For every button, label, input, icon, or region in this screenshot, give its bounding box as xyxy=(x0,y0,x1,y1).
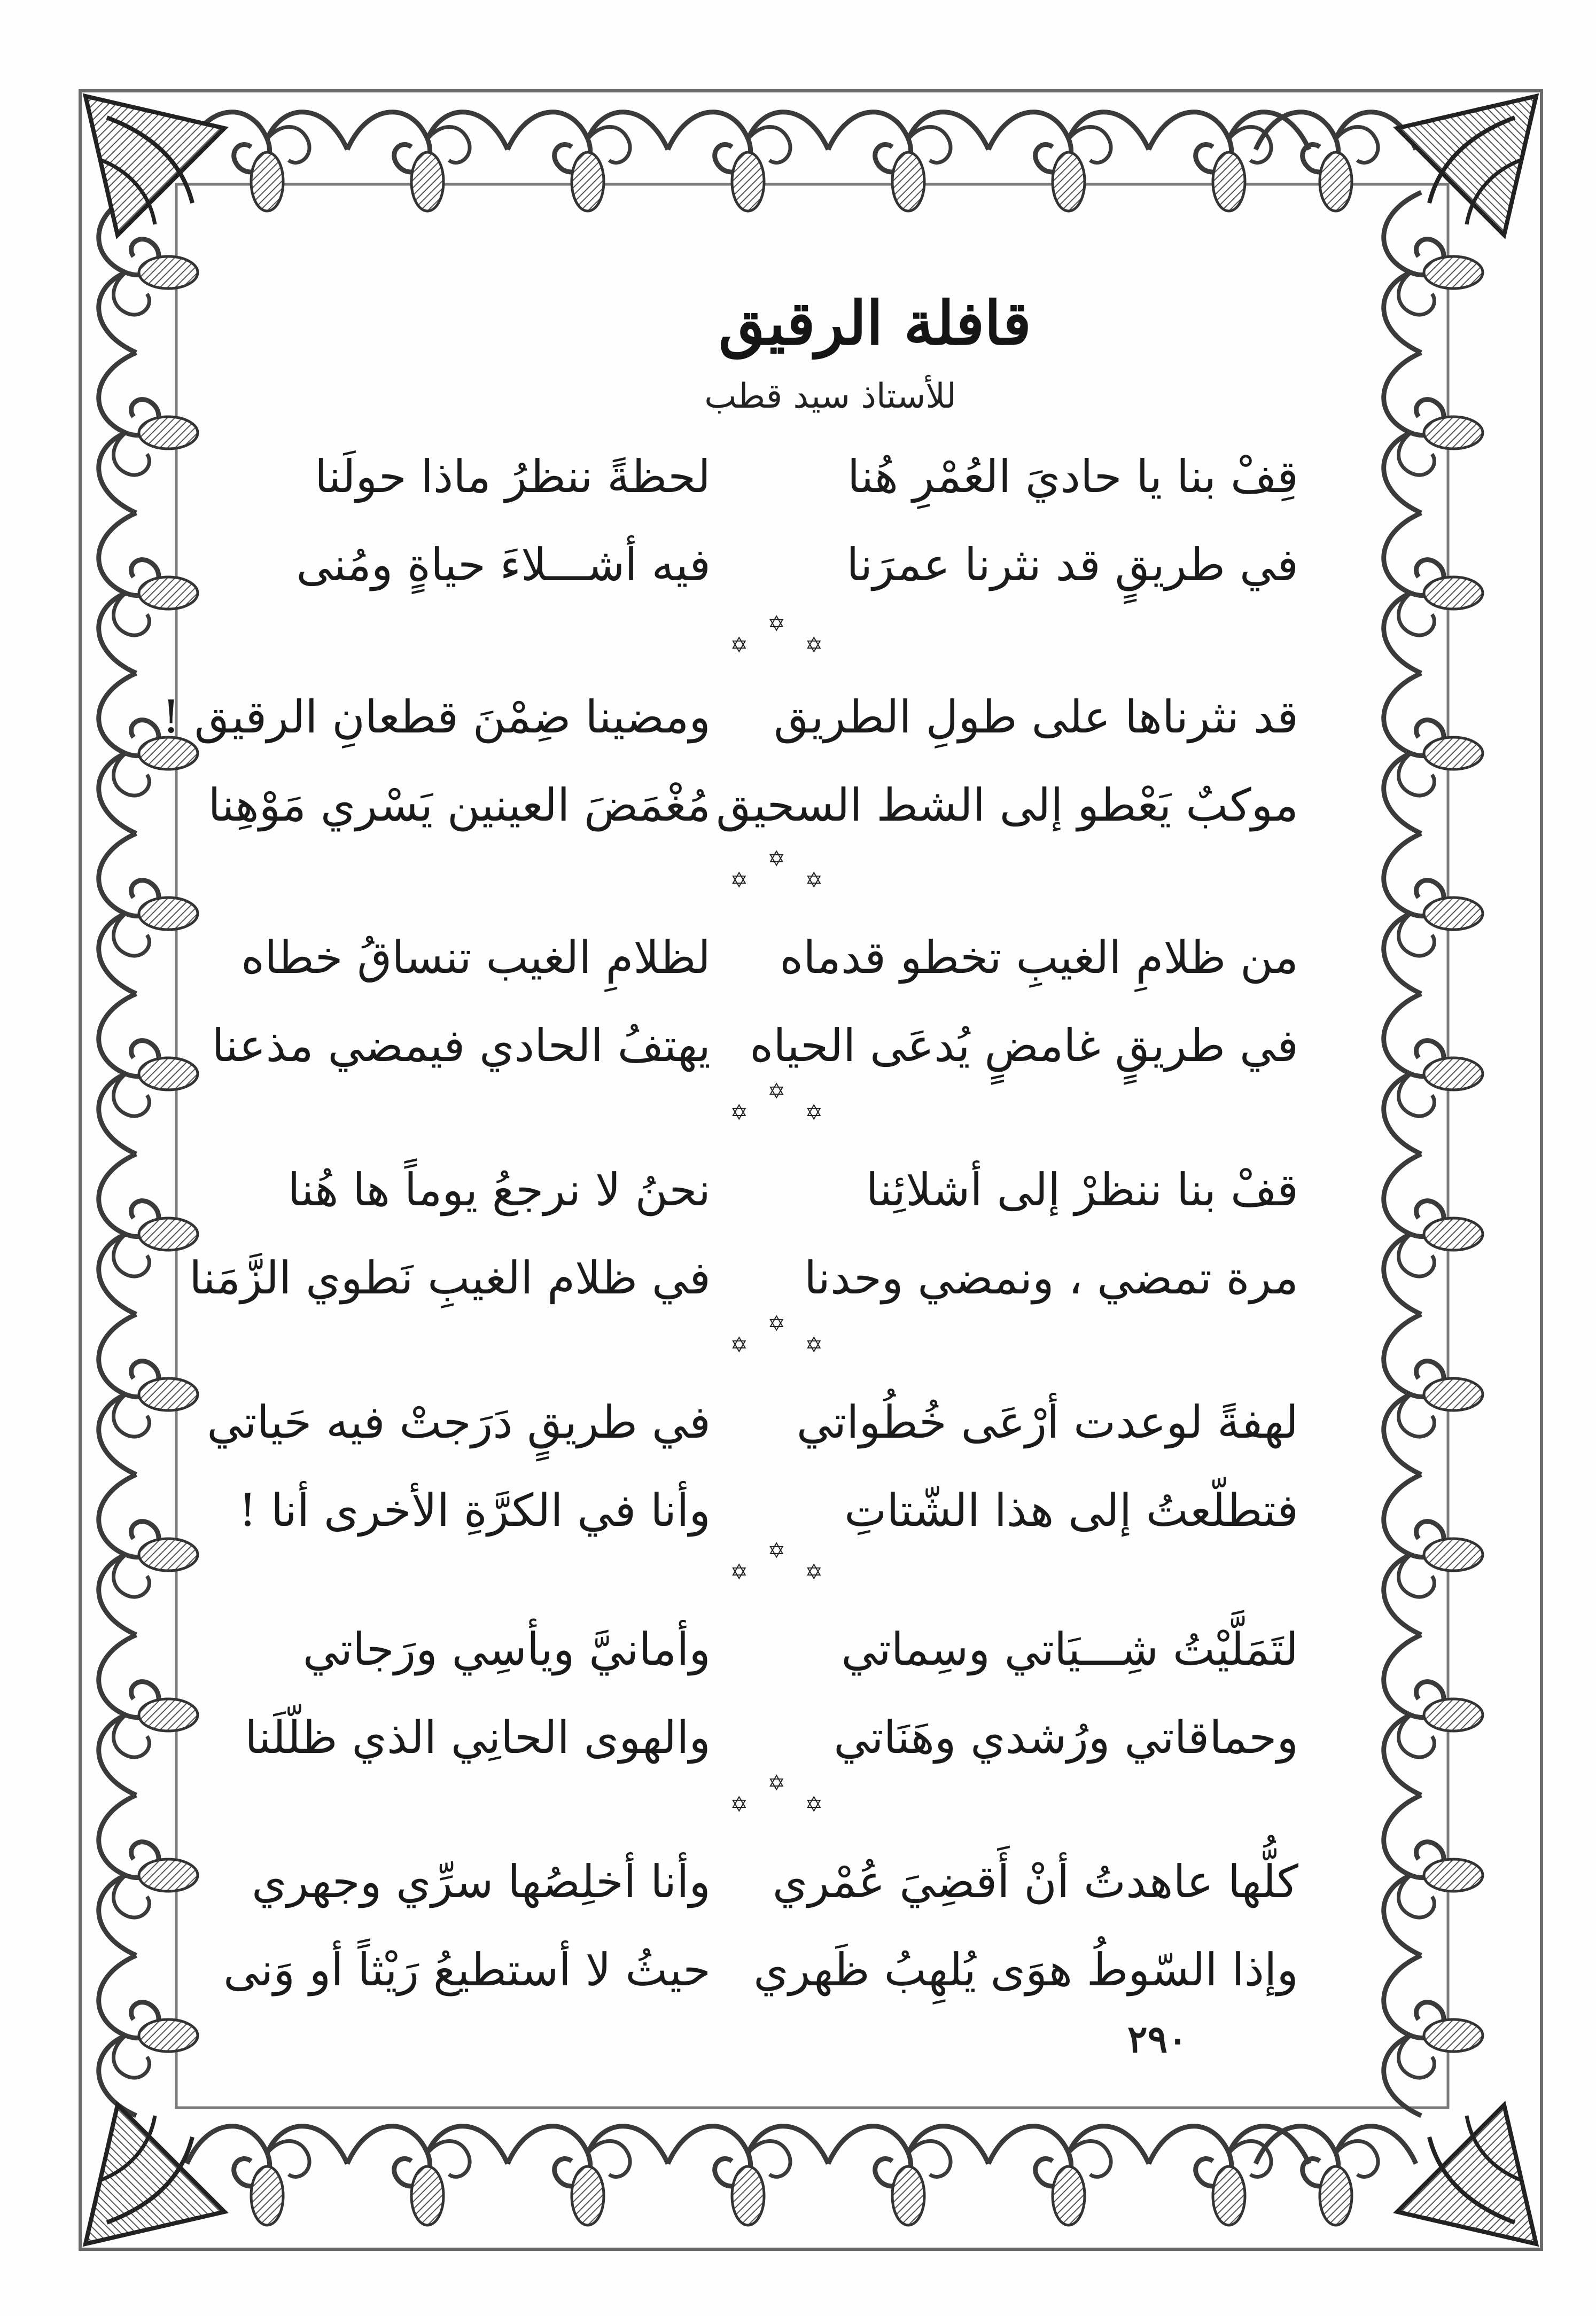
first-hemistich: في طريقٍ غامضٍ يُدعَى الحياه xyxy=(750,1019,1298,1072)
star-icon: ✡ xyxy=(805,868,823,893)
second-hemistich: وأمانيَّ ويأسِي ورَجاتي xyxy=(302,1623,711,1675)
second-hemistich: وأنا في الكرَّةِ الأخرى أنا ! xyxy=(238,1484,711,1537)
second-hemistich: مُغْمَضَ العينين يَسْري مَوْهِنا xyxy=(208,779,711,831)
first-hemistich: قِفْ بنا يا حاديَ العُمْرِ هُنا xyxy=(847,450,1298,503)
star-icon: ✡ xyxy=(730,1792,748,1817)
second-hemistich: فيه أشـــلاءَ حياةٍ ومُنى xyxy=(296,539,711,591)
first-hemistich: قد نثرناها على طولِ الطريق xyxy=(774,691,1298,743)
second-hemistich: في ظلام الغيبِ نَطوي الزَّمَنا xyxy=(189,1252,711,1304)
star-icon: ✡ xyxy=(805,1101,823,1125)
stanza xyxy=(230,433,1298,609)
first-hemistich: لتَمَلَّيْتُ شِـــيَاتي وسِماتي xyxy=(841,1623,1298,1675)
star-separator xyxy=(721,1312,828,1376)
verse-line xyxy=(230,1694,1298,1782)
star-icon: ✡ xyxy=(767,847,785,871)
second-hemistich: حيثُ لا أستطيعُ رَيْثاً أو وَنى xyxy=(223,1944,711,1996)
star-icon: ✡ xyxy=(730,1560,748,1585)
verse-line xyxy=(223,1926,1298,2014)
first-hemistich: وإذا السّوطُ هوَى يُلهِبُ ظَهري xyxy=(753,1944,1298,1996)
star-icon: ✡ xyxy=(767,1312,785,1336)
verse-line xyxy=(207,1378,1298,1467)
second-hemistich: يهتفُ الحادي فيمضي مذعنا xyxy=(212,1019,711,1072)
first-hemistich: مرة تمضي ، ونمضي وحدنا xyxy=(804,1252,1298,1304)
poem-title: قافلة الرقيق xyxy=(718,288,1031,358)
star-icon: ✡ xyxy=(730,1333,748,1358)
first-hemistich: فتطلّعتُ إلى هذا الشّتاتِ xyxy=(844,1484,1298,1537)
star-icon: ✡ xyxy=(805,1560,823,1585)
stanza xyxy=(189,1146,1298,1322)
second-hemistich: نحنُ لا نرجعُ يوماً ها هُنا xyxy=(287,1164,711,1216)
star-icon: ✡ xyxy=(805,1792,823,1817)
first-hemistich: كلُّها عاهدتُ أنْ أَقضِيَ عُمْري xyxy=(772,1855,1298,1908)
first-hemistich: من ظلامِ الغيبِ تخطو قدماه xyxy=(780,931,1298,984)
verse-line xyxy=(208,761,1298,849)
stanza xyxy=(212,914,1298,1090)
poem-author: للأستاذ سيد قطب xyxy=(704,377,956,416)
first-hemistich: قفْ بنا ننظرْ إلى أشلائِنا xyxy=(866,1164,1298,1216)
second-hemistich: لظلامِ الغيب تنساقُ خطاه xyxy=(241,931,711,984)
star-separator xyxy=(721,612,828,676)
star-separator xyxy=(721,1771,828,1835)
verse-line xyxy=(230,914,1298,1002)
star-icon: ✡ xyxy=(805,1333,823,1358)
second-hemistich: لحظةً ننظرُ ماذا حولَنا xyxy=(314,450,711,503)
star-separator xyxy=(721,1539,828,1603)
verse-line xyxy=(230,1838,1298,1926)
star-icon: ✡ xyxy=(805,633,823,658)
second-hemistich: في طريقٍ دَرَجتْ فيه حَياتي xyxy=(207,1396,711,1448)
star-icon: ✡ xyxy=(767,1079,785,1104)
first-hemistich: موكبٌ يَعْطو إلى الشط السحيق xyxy=(716,779,1298,831)
first-hemistich: لهفةً لوعدت أرْعَى خُطُواتي xyxy=(796,1396,1298,1448)
second-hemistich: وأنا أخلِصُها سرِّي وجهري xyxy=(252,1855,711,1908)
second-hemistich: والهوى الحانِي الذي ظلّلَنا xyxy=(245,1711,711,1764)
first-hemistich: وحماقاتي ورُشدي وهَنَاتي xyxy=(834,1711,1298,1764)
stanza xyxy=(207,1378,1298,1555)
verse-line xyxy=(230,1146,1298,1234)
star-icon: ✡ xyxy=(767,1771,785,1796)
star-icon: ✡ xyxy=(767,1539,785,1563)
star-icon: ✡ xyxy=(767,612,785,636)
verse-line xyxy=(189,1234,1298,1322)
star-icon: ✡ xyxy=(730,868,748,893)
star-icon: ✡ xyxy=(730,633,748,658)
star-separator xyxy=(721,1079,828,1143)
star-separator xyxy=(721,847,828,911)
verse-line xyxy=(162,673,1298,761)
verse-line xyxy=(212,1002,1298,1090)
second-hemistich: ومضينا ضِمْنَ قطعانِ الرقيق ! xyxy=(162,691,711,743)
poem-content xyxy=(162,256,1298,2137)
star-icon: ✡ xyxy=(730,1101,748,1125)
page-number: ٢٩٠ xyxy=(1127,2017,1188,2061)
verse-line xyxy=(230,521,1298,609)
stanza xyxy=(223,1838,1298,2014)
stanza xyxy=(230,1605,1298,1782)
verse-line xyxy=(230,433,1298,521)
stanza xyxy=(162,673,1298,849)
first-hemistich: في طريقٍ قد نثرنا عمرَنا xyxy=(846,539,1298,591)
verse-line xyxy=(230,1605,1298,1694)
